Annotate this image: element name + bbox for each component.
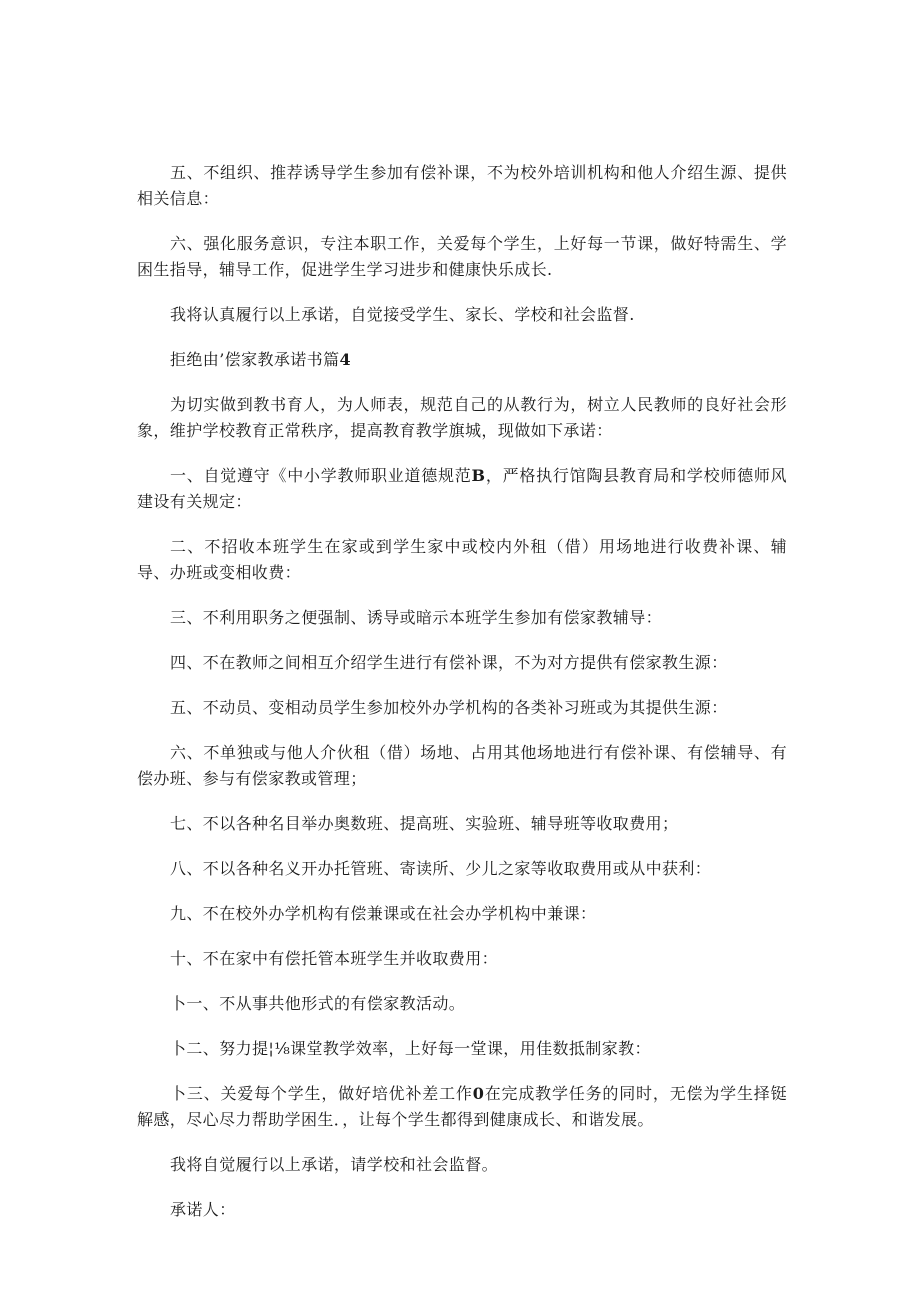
paragraph-closing-pledge: 我将自觉履行以上承诺，请学校和社会监督。: [170, 1155, 499, 1174]
paragraph-item-6-service: 六、强化服务意识，专注本职工作，关爱每个学生，上好每一节课，做好特需生、学困生指导，辅导工作，促进学生学习进步和健康快乐成长.: [137, 234, 787, 279]
paragraph-item-6: 六、不单独或与他人介伙租（借）场地、占用其他场地进行有偿补课、有偿辅导、有偿办班、参与有偿家教或管理；: [137, 743, 787, 788]
section-heading-number: 4: [339, 350, 352, 369]
paragraph-item-11: 卜一、不从事共他形式的有偿家教活动。: [170, 994, 466, 1013]
paragraph-item-5: 五、不动员、变相动员学生参加校外办学机构的各类补习班或为其提供生源：: [170, 698, 728, 717]
paragraph-item-1-end: ，严格执行馆陶县教育局和学校师德师风建设有关规定：: [137, 466, 787, 511]
paragraph-item-2: 二、不招收本班学生在家或到学生家中或校内外租（借）用场地进行收费补课、辅导、办班或变相收费：: [137, 537, 787, 582]
paragraph-item-13-bold: 0: [472, 1084, 485, 1103]
paragraph-item-1: [137, 463, 787, 515]
paragraph-item-13: [137, 1081, 787, 1133]
paragraph-item-9: 九、不在校外办学机构有偿兼课或在社会办学机构中兼课：: [170, 904, 597, 923]
paragraph-pledge-statement: 我将认真履行以上承诺，自觉接受学生、家长、学校和社会监督.: [170, 305, 635, 324]
paragraph-item-10: 十、不在家中有偿托管本班学生并收取费用：: [170, 949, 499, 968]
paragraph-item-3: 三、不利用职务之便强制、诱导或暗示本班学生参加有偿家教辅导：: [170, 608, 663, 627]
paragraph-item-4: 四、不在教师之间相互介绍学生进行有偿补课，不为对方提供有偿家教生源：: [170, 653, 728, 672]
paragraph-item-1-start: 一、自觉遵守《中小学教师职业道德规范: [170, 466, 472, 485]
paragraph-intro: 为切实做到教书育人，为人师表，规范自己的从教行为，树立人民教师的良好社会形象，维护学校教育正常秩序，提高教育教学旗城，现做如下承诺：: [137, 395, 787, 440]
document-body: [137, 160, 787, 1242]
paragraph-item-7: 七、不以各种名目举办奥数班、提高班、实验班、辅导班等收取费用；: [170, 814, 679, 833]
paragraph-item-13-start: 卜三、关爱每个学生，做好培优补差工作: [170, 1084, 473, 1103]
paragraph-item-13-end: 在完成教学任务的同时，无偿为学生择铤解感，尽心尽力帮助学困生．，让每个学生都得到健康成长、和谐发展。: [137, 1084, 788, 1129]
paragraph-item-1-bold: B: [471, 466, 486, 485]
signature-label: 承诺人：: [170, 1200, 236, 1219]
paragraph-item-5-tutoring: 五、不组织、推荐诱导学生参加有偿补课，不为校外培训机构和他人介绍生源、提供相关信息：: [137, 163, 787, 208]
section-heading-text: 拒绝由’偿家教承诺书篇: [170, 350, 340, 369]
section-heading: [137, 347, 787, 373]
paragraph-item-12: 卜二、努力提¦⅛课堂教学效率，上好每一堂课，用佳数抵制家教：: [170, 1039, 651, 1058]
paragraph-item-8: 八、不以各种名义开办托管班、寄读所、少儿之家等收取费用或从中获利：: [170, 859, 712, 878]
